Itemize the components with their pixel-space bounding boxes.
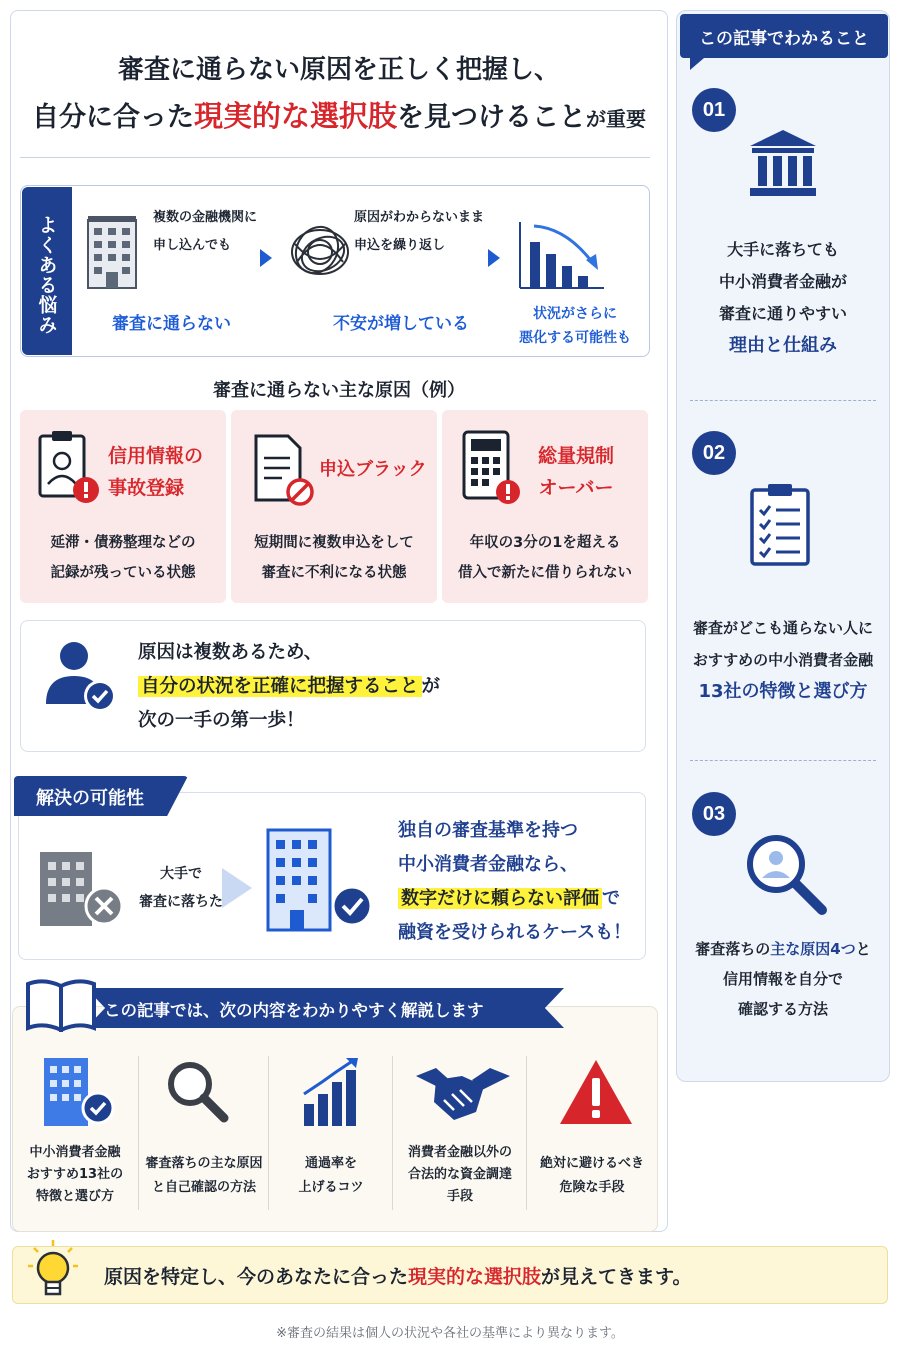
arrow-right-icon xyxy=(222,868,252,908)
tangled-thread-icon xyxy=(287,224,353,280)
content-item-label: 絶対に避けるべき 危険な手段 xyxy=(539,1156,644,1195)
person-check-icon xyxy=(44,636,120,716)
content-item-label: 中小消費者金融 おすすめ13社の 特徴と選び方 xyxy=(26,1145,124,1204)
checklist-clipboard-icon xyxy=(748,482,812,566)
building-fail-icon xyxy=(36,846,126,928)
cause-1-desc: 延滞・債務整理などの 記録が残っている状態 xyxy=(50,535,196,581)
headline-line1: 審査に通らない原因を正しく把握し、 xyxy=(117,55,560,85)
cause-3-desc: 年収の3分の1を超える 借入で新たに借りられない xyxy=(458,535,632,581)
sidebar-item-text: 審査がどこも通らない人に おすすめの中小消費者金融 13社の特徴と選び方 xyxy=(692,619,874,702)
handshake-icon xyxy=(414,1062,512,1124)
divider xyxy=(690,760,876,761)
sidebar-item-number: 02 xyxy=(692,431,736,475)
headline-divider xyxy=(20,157,650,158)
causes-title: 審査に通らない主な原因（例） xyxy=(213,380,465,401)
divider xyxy=(392,1056,393,1210)
worries-label-text: よくある悩み xyxy=(35,215,58,335)
document-prohibited-icon xyxy=(252,432,318,508)
worry-2-caption: 原因がわからないまま 申込を繰り返し xyxy=(354,210,485,253)
worry-2-result: 不安が増している xyxy=(333,314,469,334)
content-item-label: 消費者金融以外の 合法的な資金調達 手段 xyxy=(407,1145,512,1204)
worry-1-caption: 複数の金融機関に 申し込んでも xyxy=(153,210,258,253)
solution-text: 独自の審査基準を持つ 中小消費者金融なら、 数字だけに頼らない評価 で 融資を受けられるケースも！ xyxy=(398,820,632,943)
contents-banner-text: この記事では、次の内容をわかりやすく解説します xyxy=(104,1001,484,1020)
headline-line2: 自分に合った現実的な選択肢を見つけることが重要 xyxy=(31,99,646,133)
solution-label-text: 解決の可能性 xyxy=(36,788,144,809)
arrow-right-icon xyxy=(488,249,500,267)
cause-1-title: 信用情報の 事故登録 xyxy=(108,445,204,499)
clipboard-person-alert-icon xyxy=(36,428,102,504)
arrow-right-icon xyxy=(260,249,272,267)
declining-chart-icon xyxy=(516,220,606,290)
sidebar-item-number: 01 xyxy=(692,88,736,132)
open-book-icon xyxy=(24,976,98,1032)
content-item-label: 審査落ちの主な原因 と自己確認の方法 xyxy=(145,1156,263,1195)
divider xyxy=(268,1056,269,1210)
divider xyxy=(690,400,876,401)
lightbulb-icon xyxy=(28,1240,78,1306)
footnote: ※審査の結果は個人の状況や各社の基準により異なります。 xyxy=(276,1326,624,1341)
headline xyxy=(14,50,664,141)
sidebar-item-text: 大手に落ちても 中小消費者金融が 審査に通りやすい 理由と仕組み xyxy=(718,240,847,356)
cause-2-desc: 短期間に複数申込をして 審査に不利になる状態 xyxy=(254,535,414,581)
side-panel-title: この記事でわかること xyxy=(699,29,869,49)
worry-3-result: 状況がさらに 悪化する可能性も xyxy=(519,306,631,346)
magnifier-icon xyxy=(164,1058,230,1124)
divider xyxy=(526,1056,527,1210)
insight-text: 原因は複数あるため、 自分の状況を正確に把握すること が 次の一手の第一歩！ xyxy=(138,642,441,731)
building-check-icon xyxy=(40,1054,116,1130)
building-check-icon xyxy=(262,826,374,934)
conclusion-text: 原因を特定し、今のあなたに合った現実的な選択肢が見えてきます。 xyxy=(104,1266,692,1288)
growth-chart-icon xyxy=(300,1058,362,1128)
divider xyxy=(138,1056,139,1210)
search-person-icon xyxy=(744,832,828,916)
cause-3-title: 総量規制 オーバー xyxy=(537,445,614,499)
calculator-alert-icon xyxy=(460,430,526,506)
cause-2-title: 申込ブラック xyxy=(319,459,427,480)
sidebar-item-text: 審査落ちの主な原因4つと 信用情報を自分で 確認する方法 xyxy=(695,940,871,1018)
content-item-label: 通過率を 上げるコツ xyxy=(298,1156,364,1195)
office-building-icon xyxy=(84,214,140,290)
worry-1-result: 審査に通らない xyxy=(112,314,231,334)
warning-icon xyxy=(558,1058,634,1126)
sidebar-item-number: 03 xyxy=(692,792,736,836)
side-panel-title-notch xyxy=(690,58,704,70)
solution-caption: 大手で 審査に落ちた xyxy=(139,866,223,910)
bank-icon xyxy=(748,128,818,198)
